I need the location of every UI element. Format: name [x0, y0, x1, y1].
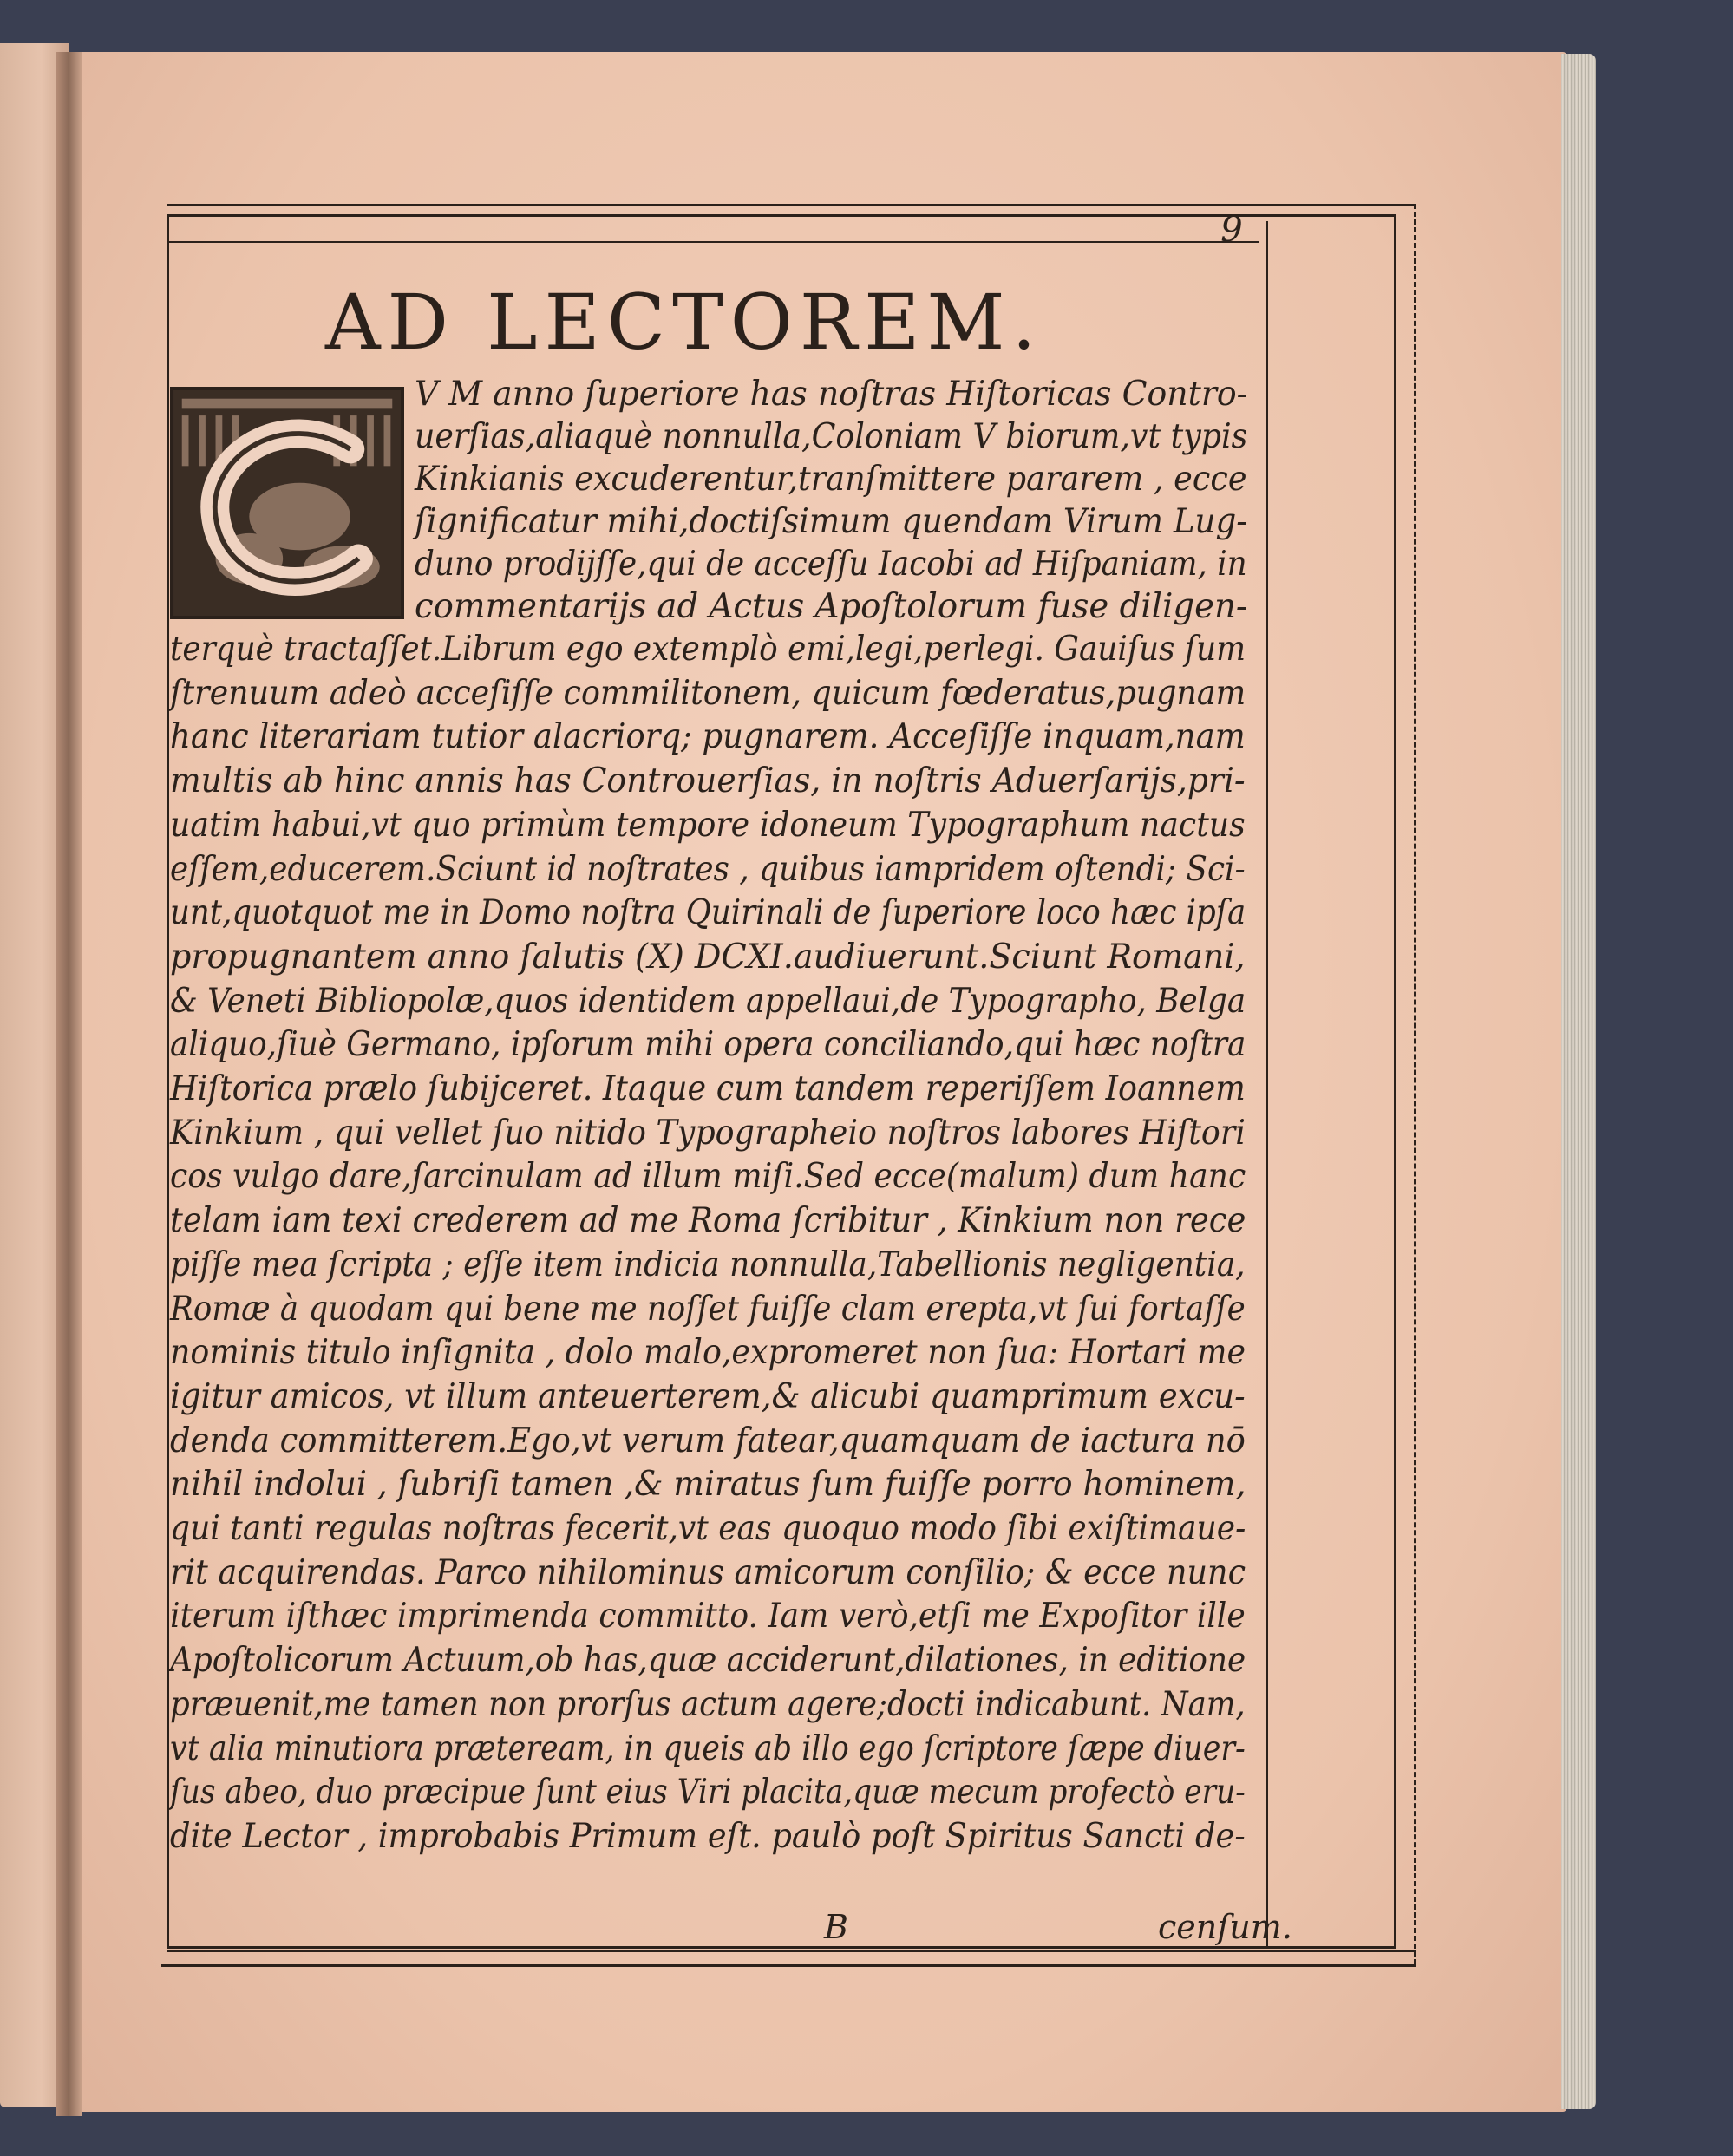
- frame-right-outer-rule: [1414, 204, 1419, 1964]
- text-line: unt,quotquot me in Domo noſtra Quirinali de ſuperiore loco hæc ipſa: [170, 893, 1246, 933]
- text-line: hanc literariam tutior alacriorq; pugnarem. Acceſiſſe inquam,nam: [170, 717, 1246, 757]
- drop-cap-ornament-icon: [173, 390, 401, 616]
- text-line: eſſem,educerem.Sciunt id noſtrates , quibus iampridem oſtendi; Sci-: [170, 849, 1246, 889]
- text-line: ſtrenuum adeò acceſiſſe commilitonem, quicum fœderatus,pugnam: [170, 673, 1246, 713]
- text-line: Apoſtolicorum Actuum,ob has,quæ acciderunt,dilationes, in editione: [170, 1641, 1246, 1681]
- text-line: dite Lector , improbabis Primum eſt. paulò poſt Spiritus Sancti de-: [170, 1816, 1246, 1856]
- text-line: præuenit,me tamen non prorſus actum agere;docti indicabunt. Nam,: [170, 1684, 1246, 1724]
- text-line: Kinkium , qui vellet ſuo nitido Typographeio noſtros labores Hiſtori: [170, 1113, 1246, 1153]
- inner-right-rule: [1266, 221, 1268, 1947]
- page-edges: [1561, 54, 1596, 2109]
- text-line: ſus abeo, duo præcipue ſunt eius Viri placita,quæ mecum profectò eru-: [170, 1773, 1246, 1813]
- text-line: telam iam texi crederem ad me Roma ſcribitur , Kinkium non rece: [170, 1201, 1246, 1241]
- text-line: qui tanti regulas noſtras fecerit,vt eas quoquo modo ſibi exiſtimaue-: [170, 1509, 1246, 1548]
- signature-mark: B: [824, 1908, 848, 1946]
- text-line: uatim habui,vt quo primùm tempore idoneum Typographum nactus: [170, 805, 1246, 845]
- catchword: cenſum.: [1158, 1908, 1292, 1946]
- text-line: iterum iſthæc imprimenda committo. Iam verò,etſi me Expoſitor ille: [170, 1597, 1246, 1637]
- book-gutter: [56, 52, 82, 2116]
- page-number: 9: [1220, 210, 1243, 250]
- text-line: nominis titulo inſignita , dolo malo,expromeret non ſua: Hortari me: [170, 1333, 1246, 1373]
- text-line: commentarijs ad Actus Apoſtolorum fuse diligen-: [415, 587, 1247, 626]
- text-line: vt alia minutiora præteream, in queis ab illo ego ſcriptore ſæpe diuer-: [170, 1728, 1246, 1768]
- frame-bottom-outer-rule: [161, 1964, 1416, 1967]
- text-line: rit acquirendas. Parco nihilominus amicorum conſilio; & ecce nunc: [170, 1552, 1246, 1592]
- text-line: multis ab hinc annis has Controuerſias, in noſtris Aduerſarijs,pri-: [170, 761, 1246, 801]
- text-line: igitur amicos, vt illum anteuerterem,& alicubi quamprimum excu-: [170, 1376, 1246, 1416]
- text-line: denda committerem.Ego,vt verum fatear,quamquam de iactura nō: [170, 1421, 1246, 1460]
- running-head-rule: [167, 241, 1259, 243]
- text-line: Hiſtorica prælo ſubijceret. Itaque cum tandem reperiſſem Ioannem: [170, 1069, 1246, 1108]
- text-line: duno prodijſſe,qui de acceſſu Iacobi ad Hiſpaniam, in: [415, 545, 1247, 584]
- text-line: uerſias,aliaquè nonnulla,Coloniam V biorum,vt typis: [415, 417, 1248, 456]
- page-title: AD LECTOREM.: [325, 278, 1043, 367]
- text-line: propugnantem anno ſalutis (X) DCXI.audiuerunt.Sciunt Romani,: [170, 937, 1246, 977]
- text-line: nihil indolui , ſubriſi tamen ,& miratus ſum fuiſſe porro hominem,: [170, 1465, 1246, 1505]
- text-line: ſignificatur mihi,doctiſsimum quendam Virum Lug-: [415, 502, 1247, 541]
- text-line: V M anno ſuperiore has noſtras Hiſtoricas Contro-: [415, 375, 1248, 414]
- frame-bottom-rule: [167, 1950, 1416, 1952]
- text-line: & Veneti Bibliopolæ,quos identidem appellaui,de Typographo, Belga: [170, 981, 1246, 1021]
- text-line: aliquo,ſiuè Germano, ipſorum mihi opera conciliando,qui hæc noſtra: [170, 1025, 1246, 1065]
- text-line: piſſe mea ſcripta ; eſſe item indicia nonnulla,Tabellionis negligentia,: [170, 1245, 1246, 1284]
- frame-top-rule: [167, 204, 1416, 206]
- text-line: Kinkianis excuderentur,tranſmittere pararem , ecce: [415, 460, 1247, 499]
- text-line: terquè tractaſſet.Librum ego extemplò emi,legi,perlegi. Gauiſus ſum: [170, 630, 1246, 669]
- text-line: cos vulgo dare,ſarcinulam ad illum miſi.Sed ecce(malum) dum hanc: [170, 1157, 1246, 1197]
- drop-cap-ornament: [170, 387, 404, 619]
- text-line: Romæ à quodam qui bene me noſſet fuiſſe clam erepta,vt ſui fortaſſe: [170, 1289, 1246, 1329]
